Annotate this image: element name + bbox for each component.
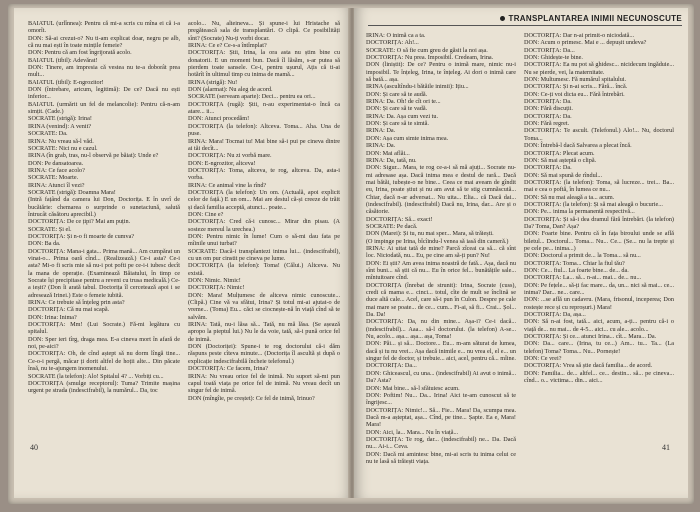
dialogue-paragraph: DOCTORIȚA (la telefon): Un om. (Actuală, apoi explicit celor de față.) E un om... Mai are destul că-și creeze de trăit și dacă familia acceptă, atunci... poate... bbox=[188, 188, 340, 211]
dialogue-paragraph: IRINA: Tată, nu-i lăsa să... Tată, nu mă lăsa. (Se așează apropo la pieptul lui.) Nu le da voie, tată, să-i pună orice fel de inimă. bbox=[188, 321, 340, 343]
dialogue-paragraph: DOCTORIȚA: Da... bbox=[366, 362, 417, 370]
dialogue-paragraph: DON: Ce vrei? bbox=[524, 355, 562, 363]
dialogue-paragraph: DON: Ei știi? Am avea inima noastră de fată... Așa, dacă nu sînt buni... să știi că nu... Eu în orice fel... bunătățile sale... mîntuitoare cînd. bbox=[366, 259, 516, 282]
dialogue-paragraph: DON: Pentru nimic în lume! Cum o să-mi dau fata pe mîinile unui turbat? bbox=[188, 232, 340, 248]
dialogue-paragraph: DON: Întrebă-l dacă Salvarea a plecat încă. bbox=[524, 142, 632, 150]
dialogue-paragraph: DOCTORIȚA: Dar n-ai primit-o niciodată... bbox=[524, 32, 635, 39]
dialogue-paragraph: DOCTORIȚA: Vrea să știe dacă familia... de acord. bbox=[524, 362, 653, 370]
dialogue-paragraph: IRINA: Nu vreau orice fel de inimă. Nu suport să-mi pun capul toată viața pe orice fel de inimă. Nu vreau decît un singur fel de inimă. bbox=[188, 372, 340, 395]
dialogue-paragraph: DON: Să n-ai fost, tată... aici, acum, a-ți... pentru că-i o viață de... nu mai... de 4-5... aici... cu ale... acolo... bbox=[524, 318, 674, 333]
header-rule bbox=[368, 25, 682, 26]
running-title: TRANSPLANTAREA INIMII NECUNOSCUTE bbox=[508, 14, 682, 23]
dialogue-paragraph: IRINA: Ai uitat tată de mine? Parcă zîceai ca să... că sînt loc. Niciodată, nu... Eu, pe cine am să-ți pun? Nu! bbox=[366, 244, 516, 260]
dialogue-paragraph: DOCTORIȚA: Ea nu pot să ghidesc... nicidecum ingăduie... Nu se pierde, vei, la maternitate. bbox=[524, 61, 674, 76]
book-spread bbox=[8, 4, 694, 504]
dialogue-paragraph: BAIATUL (tibil): Adevărat! bbox=[28, 56, 98, 64]
dialogue-paragraph: DOCTORIȚA: Că nu mai scapă. bbox=[28, 306, 110, 314]
dialogue-paragraph: DOCTORIȚA (smulge receptorul): Tuma? Trimite mașina urgent pe strada (indescifrabil), la numărul... Da, toc bbox=[28, 379, 180, 395]
dialogue-paragraph: DOCTORIȚA: Mana-i gata... Prima mană... Am cumpărat un vinat-o... Prima oară cînd... (Realizează.) Ce-i asta? Ce-i asta? Mi-o fi scris mie să nu-i pot pofti pe ce-i-i iubesc decît la mana de operație. (Examinează Băiatului, în timp ce Socrate își precipitase pentru a reveni cu trusa medicală.) Ce-a ieșit? (Don îi arată tabul. Doctorița îl cercetează apoi i se adresează Irinei.) Este o femeie iubită. bbox=[28, 247, 180, 299]
dialogue-paragraph: DOCTORIȚA: Toma... Chiar la fiul tău? bbox=[524, 259, 625, 267]
dialogue-paragraph: acolo... Nu, alteineva... Și spune-i lui Hristache să pregătească sala de transplantări. O clipă. Ce posibilități sînt? (Socrate) Nu-ți vorbi docar. bbox=[188, 20, 340, 42]
dialogue-paragraph: IRINA (strigă): Nu! bbox=[188, 78, 238, 86]
dialogue-paragraph: DON (Marei): Și tu, nu mai sper... Mara, să trăiești. bbox=[366, 230, 494, 238]
dialogue-paragraph: DOCTORIȚA: Toma, altceva, te rog, altceva. Da, asta-i vorba. bbox=[188, 166, 340, 182]
dialogue-paragraph: SOCRATE (la telefon): Alo! Spitalul 4? ... Vorbiți cu... bbox=[28, 372, 164, 380]
dialogue-paragraph: (Intră fațând da camera lui Don, Doctorița. E în uvrî de bucătărie: chemarea o surprinde o sunetaciună, salută întrucât căsătoru aprecibil.) bbox=[28, 196, 180, 218]
dialogue-paragraph: DON: Dacă mi amintesc bine, mi-ai scris tu inima celui ce nu te lasă să trăiești viața. bbox=[366, 450, 516, 465]
dialogue-paragraph: DOCTORIȚA: (la telefon): Toma, să lucreze... trei... Ba... mai e cea o poftă, în lumea ce nu... bbox=[524, 178, 674, 194]
dialogue-paragraph: DON: Poftim! Nu... Da... Irina! Aici te-am cunoscut să te îngrijesc... bbox=[366, 391, 516, 407]
dialogue-paragraph: SOCRATE: Pe dacă. bbox=[366, 222, 418, 230]
dialogue-paragraph: DON: Nimic. Nimic! bbox=[188, 277, 241, 285]
dialogue-paragraph: DOCTORIȚA: Și să-i dea dramul fără întrebări. (la telefon) Da? Toma, Dan? Așa? bbox=[524, 215, 674, 230]
bullet-icon bbox=[500, 16, 505, 21]
dialogue-paragraph: DOCTORIȚA: Și ce... atunci Irina... cît... Mara... Da. bbox=[524, 333, 657, 341]
dialogue-paragraph: IRINA (ascultîndu-i bătăile inimii): Ițiu... bbox=[366, 83, 469, 91]
right-page-columns bbox=[366, 32, 674, 465]
dialogue-paragraph: SOCRATE (strigă): Doamna Mara! bbox=[28, 188, 116, 196]
dialogue-paragraph: DON: Mai aflăi... bbox=[366, 149, 410, 157]
dialogue-paragraph: SOCRATE (strigă): Irina! bbox=[28, 115, 92, 123]
dialogue-paragraph: DON (alarmat): Nu aleg de acord. bbox=[188, 86, 273, 94]
dialogue-paragraph: IRINA: Atunci îl vezi? bbox=[28, 181, 85, 189]
dialogue-paragraph: SOCRATE: Moarte. bbox=[28, 174, 79, 182]
dialogue-paragraph: DOCTORIȚA: Nimic!... Să... Fie... Mara! Da, scumpa mea. Dacă m-a așteptat, așa... Cînd, pe tine... Șapte. Ea e, Mara! Mara! bbox=[366, 406, 516, 429]
dialogue-paragraph: SOCRATE: Și el. bbox=[28, 225, 72, 233]
dialogue-paragraph: DON: Multumesc. Fă numărul spitalului. bbox=[524, 76, 627, 84]
dialogue-paragraph: DON: Și care să te vadă. bbox=[366, 105, 428, 113]
dialogue-paragraph: DON: Acum o primesc. Mai e ... depușit undeva? bbox=[524, 39, 647, 47]
dialogue-paragraph: DOCTORIȚA: Da. bbox=[524, 112, 572, 120]
dialogue-paragraph: DON: Mara! Mulțumesc de altceva nimic cunoscute... (Clipă.) Cine vă va sfătui, Irina? Și totul mi-ai ajutat-o de vreme... (Toma) Eu... căci se ciocnește-nă în viață cînd să te salvăm. bbox=[188, 291, 340, 321]
dialogue-paragraph: DON: Pe fețele... să-ți fac mare... da, un... nici să mai... ce... inima? Dar... ne... care... bbox=[524, 281, 674, 297]
dialogue-paragraph: DON (întrebare, aricum, legitimă): De ce? Dacă nu ești inferior... bbox=[28, 86, 180, 101]
dialogue-paragraph: DOCTORIȚA: Oh, de cînd aștept să nu dorm lîngă tine... Ce-o-i pergă, măcar ți dorit altfel de hoții alte... Din păcate însă, nu te-ajungem inomenului. bbox=[28, 350, 180, 373]
dialogue-paragraph: DON: Și care să te simtă. bbox=[366, 120, 429, 128]
left-page-columns bbox=[28, 20, 340, 456]
dialogue-paragraph: IRINA (venind): A venit? bbox=[28, 122, 92, 130]
dialogue-paragraph: DOCTORIȚA: Ah!... bbox=[366, 39, 419, 47]
dialogue-paragraph: DOCTORIȚA: Știi, Irina, la ora asta nu știm bine cu donatorii. E un moment bun. Dacă îl lăsăm, s-ar putea să pierdem toate sansele. Ce-i, pentru ușurul, Ațis că ti-ai hotărît în ultimul timp cu inima de mamă... bbox=[188, 49, 340, 79]
dialogue-paragraph: DOCTORIȚA: Da, nu din mine... Așa-i? Ce-i dacă... (indescifrabil)... Aaa... să-l doctorului. (la telefon) A-se... Nu, acolo... așa... așa... așa, Toma! bbox=[366, 318, 516, 341]
dialogue-paragraph: DON: Ce... fiul... La foarte bine... de... da. bbox=[524, 267, 629, 274]
right-page-number: 41 bbox=[662, 443, 670, 452]
dialogue-paragraph: BAIATUL (urlînnea): Pentru că mi-a scris cu mîna ei că i-a omorît. bbox=[28, 20, 180, 35]
dialogue-paragraph: DON: Așa cum simte inima mea. bbox=[366, 134, 449, 142]
dialogue-paragraph: DON: Fără regret. bbox=[524, 120, 570, 128]
dialogue-paragraph: DON: Mai bine... să-l sfătuiesc acum. bbox=[366, 384, 460, 392]
left-column-2 bbox=[188, 20, 340, 456]
dialogue-paragraph: SOCRATE: Dacă-i transplantezi inima lui... (indescifrabil), cu un om pur cinstit pe cineva pe lume. bbox=[188, 247, 340, 262]
dialogue-paragraph: DOCTORIȚA: Ce facem, Irina? bbox=[188, 365, 268, 373]
dialogue-paragraph: IRINA: Da. Oh! de cît ori te... bbox=[366, 98, 441, 106]
dialogue-paragraph: DON (Doctoriței): Spune-i te rog doctorului că-i dăm răspuns peste cîteva minute... (Doctorița îl ascultă și după o explicație indescifrabilă încheie telefonul.) bbox=[188, 343, 340, 365]
dialogue-paragraph: DOCTORIȚA: Să... exact! bbox=[366, 215, 433, 223]
dialogue-paragraph: DOCTORIȚA: Da, așa... bbox=[524, 311, 586, 319]
dialogue-paragraph: DOCTORIȚA: Cred că-i cunosc... Mirar din pisau. (A sosteze mereul la urechea.) bbox=[188, 218, 340, 233]
dialogue-paragraph: IRINA: Nu vreau să-l văd. bbox=[28, 137, 94, 145]
dialogue-paragraph: DOCTORIȚA (la telefon): Toma! (Călui.) Altceva. Nu există. bbox=[188, 262, 340, 277]
dialogue-paragraph: DON: ...se află un cadavru. (Mara, frisonul, inceperea; Don rostește rece și cu reproșuri.) Mara! bbox=[524, 296, 674, 311]
dialogue-paragraph: DON: Ba da. bbox=[28, 240, 61, 248]
dialogue-paragraph: DOCTORIȚA (la telefon): Altceva. Toma... Aha. Una de puse. bbox=[188, 122, 340, 138]
dialogue-paragraph: DON: Păi... și să... Doctore... Eu... m-am săturat de lumea, dacă și tu nu vrei... Așa dacă inimile e... nu vrea el, el e... un singur fel de doctor, și trebuie... aici, acel, pentru că... mîine. bbox=[366, 340, 516, 363]
dialogue-paragraph: SOCRATE: Nici nu e cazul. bbox=[28, 144, 98, 152]
dialogue-paragraph: DON: Tinere, am impresia că vestea nu te-a doborât prea mult... bbox=[28, 64, 180, 79]
left-page-number: 40 bbox=[30, 443, 38, 452]
dialogue-paragraph: DOCTORIȚA: Mm! (Lui Socrate.) Fă-mi legătura cu spitalul. bbox=[28, 321, 180, 336]
dialogue-paragraph: DOCTORIȚA: Și n-o fi moarte de cumva? bbox=[28, 232, 135, 240]
dialogue-paragraph: DON: Și care să te audă. bbox=[366, 90, 428, 98]
dialogue-paragraph: IRINA: Da. Așa cum vezi tu. bbox=[366, 112, 438, 120]
running-header bbox=[454, 14, 682, 23]
dialogue-paragraph: DOCTORIȚA: Nu zi vorbă mare. bbox=[188, 152, 272, 160]
dialogue-paragraph: DOCTORIȚA: Nimic! bbox=[188, 284, 245, 292]
right-column-2 bbox=[524, 32, 674, 456]
dialogue-paragraph: BAIATUL (urmărit un fel de melancolie): Pentru că-n-am simțit. (Cade.) bbox=[28, 100, 180, 116]
dialogue-paragraph: DOCTORIȚA: La... să... n-ai... mai... de... nu... bbox=[524, 274, 642, 282]
dialogue-paragraph: DON: Aici, la... Mara... Nu în viață... bbox=[366, 428, 459, 436]
dialogue-paragraph: IRINA: O inimă ca a ta. bbox=[366, 32, 426, 39]
dialogue-paragraph: DOCTORIȚA: Te ascult. (Telefonul.) Alo!... Nu, doctorul Toma... bbox=[524, 127, 674, 142]
dialogue-paragraph: DON (liniștit): De ce? Pentru o inimă mare, nimic nu-i imposibil. Te înțeleg, Irina, te înțeleg. Ai dori o inimă care să bată... așa. bbox=[366, 61, 516, 84]
dialogue-paragraph: IRINA: Da. bbox=[366, 127, 396, 135]
dialogue-paragraph: DON: Să mai așteptă o clipă. bbox=[524, 156, 597, 164]
dialogue-paragraph: DON: Ce-ți voi dicta eu... Fără întrebări. bbox=[524, 90, 625, 98]
dialogue-paragraph: DON: Ghiceascul, cu una... (indescifrabil) Ai avut o inimă... Da? Asta? bbox=[366, 369, 516, 385]
dialogue-paragraph: DOCTORIȚA: Te rog, dar... (indescifrabil) ne... Da. Dacă nu... Ai-i... Ceva. bbox=[366, 435, 516, 451]
dialogue-paragraph: DOCTORIȚA (înrebat de strunit): Irina, Socrate (cuss), credi că mama e... cinci... totul, cîte de mult se înclină se duce altă cale... Acel, care să-i pun în Culon. Despre pe cale mai mare se poate... de ce... cum... Fi-ai, să fi... Crai... Șol... Da. Da! bbox=[366, 281, 516, 319]
dialogue-paragraph: DOCTORIȚA: De ce țipi? Mai am puțin. bbox=[28, 218, 131, 226]
dialogue-paragraph: DOCTORIȚA: Da. bbox=[524, 98, 572, 106]
dialogue-paragraph: DON: Pentru că am fost îngrijorată acolo. bbox=[28, 49, 132, 57]
dialogue-paragraph: DON: Să-ai crezut-o? Nu ti-am explicat doar, negru pe alb, că nu mai ești în toate mințile femeie? bbox=[28, 34, 180, 50]
dialogue-paragraph: IRINA: Ce e? Ce-s-a întîmplat? bbox=[188, 42, 267, 50]
dialogue-paragraph: DON: Să nu mai aleagă a ta... acum. bbox=[524, 193, 615, 201]
dialogue-paragraph: DON: Sper ieri tîrg, draga mea. E-a cineva mort în afară de noi, pe-aici? bbox=[28, 335, 180, 351]
dialogue-paragraph: SOCRATE: O să fie cum greu de găsit la noi așa. bbox=[366, 46, 488, 54]
dialogue-paragraph: IRINA: Da, tată, nu. bbox=[366, 156, 417, 164]
dialogue-paragraph: SOCRATE: Da. bbox=[28, 130, 68, 138]
dialogue-paragraph: DON: Foarte bine. Pentru că în fața biroului unde se află biletul... Doctorul... Toma... Nu... Ce... (Se... nu la trepte și pe cele pe... inima...) bbox=[524, 230, 674, 252]
dialogue-paragraph: BAIATUL (tibil): E-ngrozitor! bbox=[28, 78, 104, 86]
dialogue-paragraph: DOCTORIȚA: Da... bbox=[524, 46, 575, 54]
dialogue-paragraph: DON: Da... care... (Irina, tu ce...) Am... tu... Ta... (La telefon) Toma? Toma... Nu... Pornește! bbox=[524, 340, 674, 355]
dialogue-paragraph: DOCTORIȚA: Nu prea. Imposibil. Credeam, Irina. bbox=[366, 54, 494, 62]
dialogue-paragraph: DOCTORIȚA: Da. bbox=[524, 164, 572, 172]
dialogue-paragraph: DOCTORIȚA: Și n-ai scris... Fără... încă. bbox=[524, 83, 628, 91]
dialogue-paragraph: DOCTORIȚA: (la telefon): Și să mai aleagă o bucurie... bbox=[524, 200, 663, 208]
dialogue-paragraph: IRINA: Ce animal vine la rînd? bbox=[188, 181, 267, 189]
dialogue-paragraph: IRINA: Ce trebuie să înțeleg prin asta? bbox=[28, 299, 125, 307]
dialogue-paragraph: DOCTORIȚA (rugă): Știi, n-au experimentat-o încă ca atare... ii... bbox=[188, 100, 340, 116]
right-column-1 bbox=[366, 32, 516, 465]
left-page bbox=[14, 8, 352, 498]
dialogue-paragraph: DON: Pe... inima la permanentă respectivă... bbox=[524, 208, 635, 216]
dialogue-paragraph: DON: Familia... de... altfel... ce... destin... să... pe cineva... cînd... o... victima... din... aici... bbox=[524, 369, 674, 385]
dialogue-paragraph: DON: Doctorul a primit de... la Toma... să nu... bbox=[524, 252, 641, 260]
dialogue-paragraph: DON: E-ngrozitor, altceva! bbox=[188, 159, 256, 167]
dialogue-paragraph: DON: Ghidește-te bine. bbox=[524, 54, 583, 62]
dialogue-paragraph: DON: Sigur... Mara, te rog ce-a-i să mă ajuți... Socrate nu-mi adresase așa. Dacă inima mea e destul de rară... Dacă mai bătăi, iubește-o ne bine... Ceea ce mai aveam de gîndit eu, Irina, poate știut și nu am avut să te stig cumnăscută... Chiar, dacă n-ar adversat... Nu uita... Elia... că Dacă dai... (indescifrabil). (indescifrabil) Dacă nu, Irina, dar... Are și o căsătorie. bbox=[366, 164, 516, 216]
dialogue-paragraph: DON (mîngîie, pe creștet): Ce fel de inimă, Irinuo? bbox=[188, 394, 315, 402]
dialogue-paragraph: DON: Fără discuții. bbox=[524, 105, 573, 113]
dialogue-paragraph: SOCRATE (serveam aparte): Deci... pentru ea ori... bbox=[188, 93, 316, 101]
dialogue-paragraph: IRINA: Mara! Tocmai tu! Mai bine să-i pui pe cineva dintre ai tăi decît... bbox=[188, 137, 340, 152]
dialogue-paragraph: DOCTORIȚA: Plecat acum. bbox=[524, 149, 595, 157]
dialogue-paragraph: (O impinge pe Irina, bîcîindu-l venea să iasă din cameră.) bbox=[366, 237, 509, 245]
dialogue-paragraph: DON: Pe dansatoarea. bbox=[28, 159, 84, 167]
dialogue-paragraph: DON: Atunci procedăm! bbox=[188, 115, 250, 123]
left-column-1 bbox=[28, 20, 180, 456]
dialogue-paragraph: DON: Irina: Inima? bbox=[28, 313, 77, 321]
dialogue-paragraph: DON: Cine e? bbox=[188, 210, 224, 218]
right-page bbox=[354, 8, 688, 498]
dialogue-paragraph: IRINA: Da. bbox=[366, 142, 396, 150]
dialogue-paragraph: IRINA: Ce face acolo? bbox=[28, 166, 85, 174]
dialogue-paragraph: IRINA (în grab, tras, nu-l observă pe băiat): Unde e? bbox=[28, 152, 159, 160]
dialogue-paragraph: DON: Să mai spună de rîndul... bbox=[524, 171, 603, 179]
